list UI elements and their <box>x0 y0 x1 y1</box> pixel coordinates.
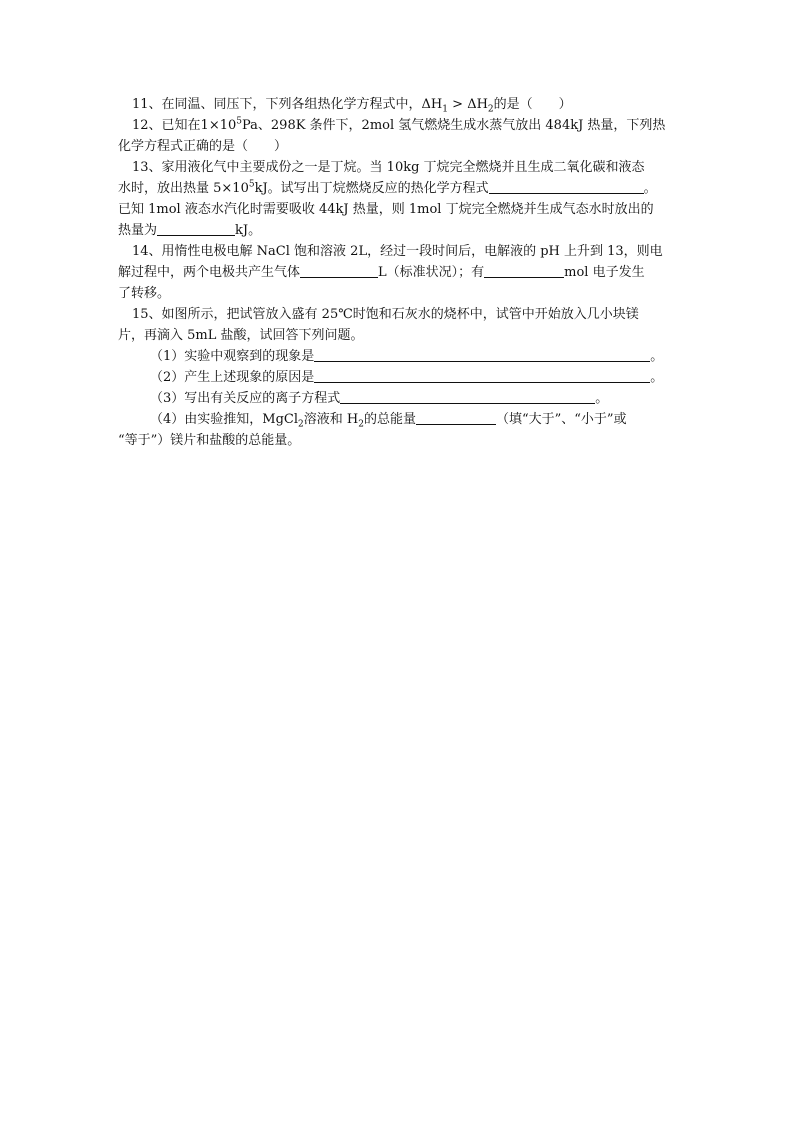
q11-text: 11、在同温、同压下，下列各组热化学方程式中， <box>132 97 422 112</box>
question-14-line-2: 解过程中，两个电极共产生气体 L（标准状况）；有 mol 电子发生 <box>118 265 645 280</box>
answer-blank-electron-mol[interactable] <box>484 263 564 278</box>
q11-text-end: 的是（ ） <box>493 97 572 112</box>
question-14-line-1: 14、用惰性电极电解 NaCl 饱和溶液 2L，经过一段时间后，电解液的 pH 上升到 13，则电 <box>132 244 663 259</box>
question-13-line-4: 热量为 kJ。 <box>118 223 262 238</box>
answer-blank-observation[interactable] <box>314 347 650 362</box>
question-12-line-1: 12、已知在$1\times 10^5Pa$、298K 条件下，2mol 氢气燃烧生成水蒸气放出 484kJ 热量，下列热 <box>132 116 666 133</box>
question-11 <box>118 94 678 115</box>
question-15-sub-1: （1）实验中观察到的现象是 。 <box>150 349 664 364</box>
question-sheet <box>118 94 678 451</box>
question-13-line-2: 水时，放出热量 $5\times 10^5kJ$。试写出丁烷燃烧反应的热化学方程式 。 <box>118 179 657 196</box>
answer-blank-ionic-equation[interactable] <box>340 389 595 404</box>
question-15-sub-3: （3）写出有关反应的离子方程式 。 <box>150 391 609 406</box>
answer-blank-energy[interactable] <box>416 410 496 425</box>
answer-blank-gas-volume[interactable] <box>300 263 378 278</box>
question-15-sub-4: （4）由实验推知，MgCl$_2$溶液和 $H_2$的总能量 （填“大于”、“小于”或 <box>150 412 627 430</box>
question-14-line-3: 了转移。 <box>118 286 171 301</box>
question-15-line-2: 片，再滴入 5mL 盐酸，试回答下列问题。 <box>118 328 364 343</box>
question-13-line-1: 13、家用液化气中主要成份之一是丁烷。当 10kg 丁烷完全燃烧并且生成二氧化碳和液态 <box>132 160 645 175</box>
answer-blank-heat[interactable] <box>157 221 235 236</box>
question-13-line-3: 已知 1mol 液态水汽化时需要吸收 44kJ 热量，则 1mol 丁烷完全燃烧并生成气态水时放出的 <box>118 202 654 217</box>
question-12-line-2: 化学方程式正确的是（ ） <box>118 139 288 154</box>
answer-blank-reason[interactable] <box>314 368 650 383</box>
question-15-line-1: 15、如图所示，把试管放入盛有 25℃时饱和石灰水的烧杯中，试管中开始放入几小块镁 <box>132 307 639 322</box>
q11-formula: $\Delta H_1 > \Delta H_2$ <box>421 97 494 115</box>
answer-blank-formula[interactable] <box>489 179 644 194</box>
question-15-sub-2: （2）产生上述现象的原因是 。 <box>150 370 664 385</box>
question-15-sub-4-line-2: “等于”）镁片和盐酸的总能量。 <box>118 433 301 448</box>
